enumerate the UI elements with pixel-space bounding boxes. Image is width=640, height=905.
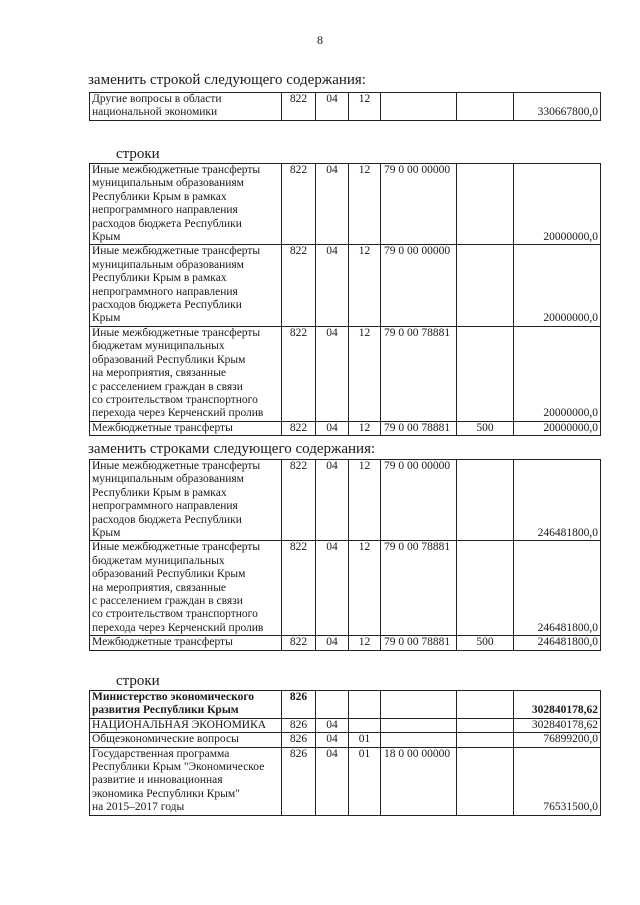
cell-pr: 01 [349, 733, 381, 747]
cell-pr: 12 [349, 460, 381, 541]
cell-pr: 12 [349, 421, 381, 435]
cell-csr: 79 0 00 00000 [381, 245, 457, 326]
table-row [90, 733, 601, 747]
cell-vr [457, 541, 514, 636]
cell-pr: 01 [349, 747, 381, 815]
cell-name: Межбюджетные трансферты [90, 421, 282, 435]
cell-ved: 826 [282, 733, 316, 747]
table-new-row-1 [89, 92, 601, 121]
cell-sum: 246481800,0 [514, 541, 601, 636]
table-row [90, 460, 601, 541]
cell-ved: 822 [282, 245, 316, 326]
cell-pr: 12 [349, 164, 381, 245]
cell-rz: 04 [316, 636, 349, 650]
cell-pr: 12 [349, 636, 381, 650]
cell-csr: 79 0 00 78881 [381, 636, 457, 650]
cell-vr [457, 691, 514, 719]
cell-rz: 04 [316, 164, 349, 245]
cell-rz: 04 [316, 541, 349, 636]
cell-rz: 04 [316, 421, 349, 435]
table-row [90, 636, 601, 650]
cell-sum: 302840178,62 [514, 691, 601, 719]
cell-sum: 246481800,0 [514, 636, 601, 650]
cell-rz: 04 [316, 747, 349, 815]
cell-pr: 12 [349, 245, 381, 326]
heading-replace-with-rows: заменить строками следующего содержания: [88, 441, 376, 457]
table-old-rows-1 [89, 163, 601, 436]
cell-name: Общеэкономические вопросы [90, 733, 282, 747]
cell-rz: 04 [316, 326, 349, 421]
table-row [90, 164, 601, 245]
table-row [90, 93, 601, 121]
cell-vr [457, 245, 514, 326]
cell-vr [457, 718, 514, 732]
heading-rows-2: строки [116, 673, 160, 689]
cell-ved: 822 [282, 636, 316, 650]
cell-sum: 76899200,0 [514, 733, 601, 747]
cell-name: Межбюджетные трансферты [90, 636, 282, 650]
cell-rz: 04 [316, 733, 349, 747]
table-new-rows-2 [89, 459, 601, 651]
cell-csr: 79 0 00 78881 [381, 326, 457, 421]
table-row [90, 421, 601, 435]
cell-name: Государственная программа Республики Крым "Экономическое развитие и инновационная экономика Республики Крым" на 2015–2017 годы [90, 747, 282, 815]
cell-pr: 12 [349, 93, 381, 121]
heading-rows: строки [116, 146, 160, 162]
cell-vr [457, 326, 514, 421]
cell-vr: 500 [457, 636, 514, 650]
cell-vr [457, 164, 514, 245]
cell-csr [381, 733, 457, 747]
table-row [90, 326, 601, 421]
table-row [90, 747, 601, 815]
cell-csr [381, 718, 457, 732]
cell-rz: 04 [316, 460, 349, 541]
table-row [90, 541, 601, 636]
cell-csr: 79 0 00 00000 [381, 460, 457, 541]
cell-csr [381, 93, 457, 121]
cell-rz: 04 [316, 718, 349, 732]
table-row [90, 245, 601, 326]
cell-ved: 822 [282, 421, 316, 435]
cell-csr: 79 0 00 00000 [381, 164, 457, 245]
cell-name: Другие вопросы в области национальной экономики [90, 93, 282, 121]
cell-rz [316, 691, 349, 719]
table-old-rows-2 [89, 690, 601, 816]
page-number: 8 [317, 33, 323, 47]
cell-ved: 826 [282, 747, 316, 815]
cell-vr [457, 747, 514, 815]
cell-sum: 20000000,0 [514, 164, 601, 245]
cell-ved: 822 [282, 541, 316, 636]
cell-csr: 79 0 00 78881 [381, 421, 457, 435]
cell-sum: 246481800,0 [514, 460, 601, 541]
cell-vr [457, 93, 514, 121]
cell-sum: 76531500,0 [514, 747, 601, 815]
cell-pr [349, 718, 381, 732]
cell-csr [381, 691, 457, 719]
cell-rz: 04 [316, 245, 349, 326]
table-row [90, 691, 601, 719]
cell-ved: 826 [282, 691, 316, 719]
cell-vr [457, 460, 514, 541]
cell-sum: 20000000,0 [514, 326, 601, 421]
cell-rz: 04 [316, 93, 349, 121]
table-row [90, 718, 601, 732]
cell-sum: 20000000,0 [514, 245, 601, 326]
cell-ved: 822 [282, 460, 316, 541]
cell-sum: 20000000,0 [514, 421, 601, 435]
cell-pr [349, 691, 381, 719]
cell-ved: 826 [282, 718, 316, 732]
cell-name: Иные межбюджетные трансферты бюджетам муниципальных образований Республики Крым на мероприятия, связанные с расселением граждан в связи со строительством транспортного перехода через Керченский пролив [90, 541, 282, 636]
cell-ved: 822 [282, 326, 316, 421]
cell-sum: 330667800,0 [514, 93, 601, 121]
cell-sum: 302840178,62 [514, 718, 601, 732]
cell-name: НАЦИОНАЛЬНАЯ ЭКОНОМИКА [90, 718, 282, 732]
cell-vr [457, 733, 514, 747]
cell-name: Иные межбюджетные трансферты муниципальным образованиям Республики Крым в рамках непрограммного направления расходов бюджета Республики Крым [90, 164, 282, 245]
cell-name: Иные межбюджетные трансферты бюджетам муниципальных образований Республики Крым на мероприятия, связанные с расселением граждан в связи со строительством транспортного перехода через Керченский пролив [90, 326, 282, 421]
cell-name: Иные межбюджетные трансферты муниципальным образованиям Республики Крым в рамках непрограммного направления расходов бюджета Республики Крым [90, 460, 282, 541]
cell-ved: 822 [282, 164, 316, 245]
heading-replace-with-row: заменить строкой следующего содержания: [88, 72, 366, 88]
cell-name: Иные межбюджетные трансферты муниципальным образованиям Республики Крым в рамках непрограммного направления расходов бюджета Республики Крым [90, 245, 282, 326]
cell-ved: 822 [282, 93, 316, 121]
cell-csr: 79 0 00 78881 [381, 541, 457, 636]
cell-name: Министерство экономического развития Республики Крым [90, 691, 282, 719]
cell-pr: 12 [349, 541, 381, 636]
cell-vr: 500 [457, 421, 514, 435]
cell-csr: 18 0 00 00000 [381, 747, 457, 815]
cell-pr: 12 [349, 326, 381, 421]
